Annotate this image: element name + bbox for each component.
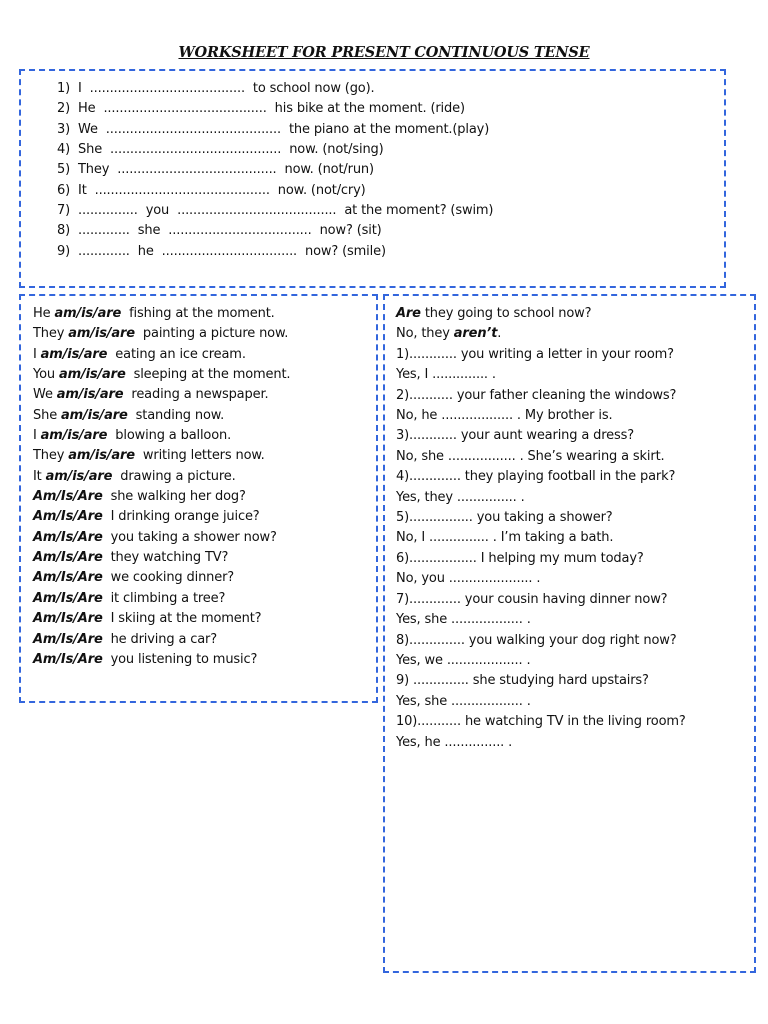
verb-options: Am/Is/Are: [33, 590, 103, 606]
exercise2-line: It am/is/are drawing a picture.: [33, 468, 236, 484]
exercise3-line: 2)........... your father cleaning the windows?: [396, 387, 677, 403]
exercise3-line: 10)........... he watching TV in the living room?: [396, 714, 686, 730]
exercise3-line: 1)............ you writing a letter in your room?: [396, 346, 674, 362]
exercise3-line: No, I ............... . I’m taking a bath.: [396, 530, 614, 546]
exercise2-line: Am/Is/Are we cooking dinner?: [33, 570, 235, 586]
exercise2-line: He am/is/are fishing at the moment.: [33, 306, 275, 321]
exercise3-line: 3)............ your aunt wearing a dress?: [396, 428, 634, 444]
verb-options: Am/Is/Are: [33, 529, 103, 545]
exercise3-line: No, you ..................... .: [396, 571, 541, 587]
exercise2-line: I am/is/are eating an ice cream.: [33, 346, 246, 362]
exercise1-line: 1) I ....................................... to school now (go).: [57, 81, 375, 96]
verb-options: Am/Is/Are: [33, 631, 103, 647]
exercise2-line: They am/is/are writing letters now.: [33, 448, 265, 464]
exercise2-line: Am/Is/Are I skiing at the moment?: [33, 611, 262, 627]
exercise3-line: No, she ................. . She’s wearing a skirt.: [396, 448, 665, 464]
verb-options: am/is/are: [54, 306, 122, 321]
verb-options: Am/Is/Are: [33, 509, 103, 525]
exercise1-line: 7) ............... you ........................................ at the moment? (swim): [57, 203, 494, 219]
example-answer: No, they aren’t.: [396, 326, 502, 342]
exercise3-line: Yes, she .................. .: [396, 612, 531, 628]
worksheet-title: WORKSHEET FOR PRESENT CONTINUOUS TENSE: [178, 44, 590, 61]
verb-options: am/is/are: [40, 428, 108, 444]
exercise3-line: Yes, he ............... .: [396, 734, 513, 750]
exercise2-line: Am/Is/Are they watching TV?: [33, 550, 229, 566]
exercise3-line: Yes, they ............... .: [396, 489, 525, 505]
exercise2-line: We am/is/are reading a newspaper.: [33, 387, 269, 403]
exercise3-line: Yes, she .................. .: [396, 693, 531, 709]
verb-options: Am/Is/Are: [33, 611, 103, 627]
verb-options: am/is/are: [61, 407, 128, 423]
exercise1-line: 4) She ........................................... now. (not/sing): [57, 142, 384, 158]
verb-options: Am/Is/Are: [33, 550, 103, 566]
exercise1-line: 8) ............. she .................................... now? (sit): [57, 223, 382, 239]
exercise3-line: Yes, I .............. .: [396, 367, 496, 383]
exercise3-line: 7)............. your cousin having dinner now?: [396, 591, 668, 607]
exercise1-line: 2) He ......................................... his bike at the moment. (ride): [57, 101, 465, 117]
exercise2-line: Am/Is/Are he driving a car?: [33, 631, 218, 647]
verb-options: am/is/are: [45, 468, 113, 484]
verb-options: Am/Is/Are: [33, 570, 103, 586]
exercise2-line: She am/is/are standing now.: [33, 407, 225, 423]
exercise3-line: 6)................. I helping my mum today?: [396, 550, 644, 566]
exercise2-line: They am/is/are painting a picture now.: [33, 326, 289, 342]
exercise2-line: Am/Is/Are you taking a shower now?: [33, 529, 277, 545]
exercise-choose-be-verb: [19, 294, 378, 703]
verb-options: Am/Is/Are: [33, 489, 103, 505]
verb-options: am/is/are: [68, 326, 135, 342]
exercise2-line: Am/Is/Are she walking her dog?: [33, 489, 246, 505]
exercise1-line: 3) We ............................................ the piano at the moment.(play): [57, 121, 490, 137]
exercise3-line: Yes, we ................... .: [396, 652, 531, 668]
exercise1-line: 9) ............. he .................................. now? (smile): [57, 243, 386, 259]
verb-options: am/is/are: [40, 346, 108, 362]
exercise3-line: 5)................ you taking a shower?: [396, 510, 613, 526]
exercise-short-answers: [383, 294, 756, 973]
exercise2-line: I am/is/are blowing a balloon.: [33, 428, 232, 444]
example-answer-option: Are: [396, 306, 421, 321]
exercise1-line: 6) It ............................................ now. (not/cry): [57, 182, 366, 198]
exercise3-line: 4)............. they playing football in the park?: [396, 469, 676, 485]
verb-options: am/is/are: [58, 367, 126, 383]
exercise3-line: 9) .............. she studying hard upstairs?: [396, 673, 649, 689]
exercise2-line: Am/Is/Are I drinking orange juice?: [33, 509, 260, 525]
exercise1-line: 5) They ........................................ now. (not/run): [57, 162, 374, 178]
exercise3-line: 8).............. you walking your dog right now?: [396, 632, 677, 648]
exercise2-line: Am/Is/Are it climbing a tree?: [33, 590, 226, 606]
exercise3-line: No, he .................. . My brother is.: [396, 408, 613, 424]
example-question: Are they going to school now?: [396, 306, 592, 321]
verb-options: am/is/are: [68, 448, 135, 464]
exercise-fill-in-verbs: [19, 69, 726, 288]
exercise2-line: You am/is/are sleeping at the moment.: [33, 367, 291, 383]
example-answer-option: aren’t: [453, 326, 498, 342]
exercise2-line: Am/Is/Are you listening to music?: [33, 651, 258, 667]
verb-options: am/is/are: [56, 387, 124, 403]
verb-options: Am/Is/Are: [33, 651, 103, 667]
